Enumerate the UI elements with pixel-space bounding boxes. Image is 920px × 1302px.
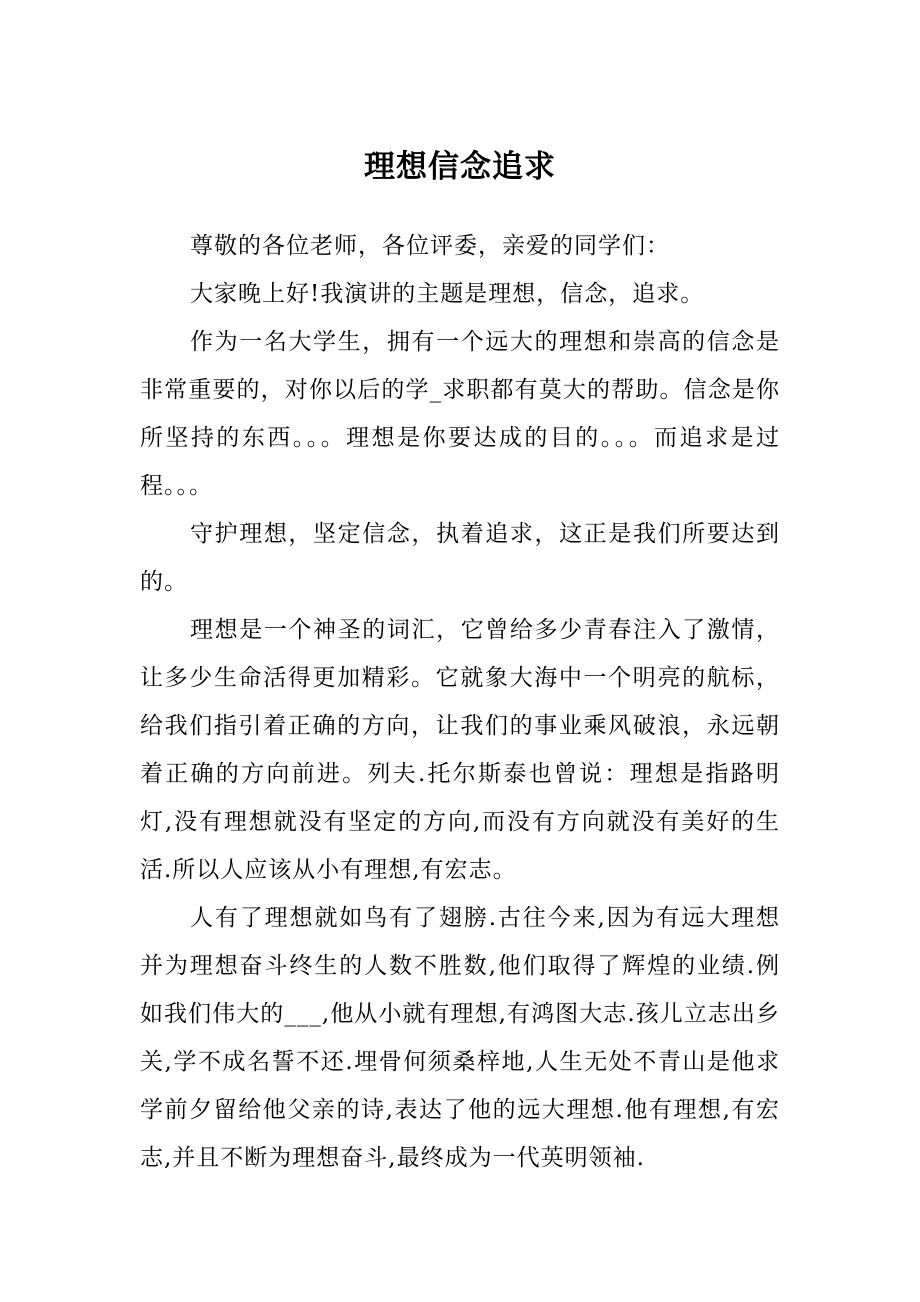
paragraph-thesis: 守护理想，坚定信念，执着追求，这正是我们所要达到的。 <box>140 521 780 595</box>
paragraph-example: 人有了理想就如鸟有了翅膀.古往今来,因为有远大理想并为理想奋斗终生的人数不胜数,他们取得了辉煌的业绩.例如我们伟大的___,他从小就有理想,有鸿图大志.孩儿立志出乡关,学不成名誓不还.埋骨何须桑梓地,人生无处不青山是他求学前夕留给他父亲的诗,表达了他的远大理想.他有理想,有宏志,并且不断为理想奋斗,最终成为一代英明领袖. <box>140 905 780 1171</box>
paragraph-ideal: 理想是一个神圣的词汇，它曾给多少青春注入了激情，让多少生命活得更加精彩。它就象大海中一个明亮的航标，给我们指引着正确的方向，让我们的事业乘风破浪，永远朝着正确的方向前进。列夫.托尔斯泰也曾说：理想是指路明灯,没有理想就没有坚定的方向,而没有方向就没有美好的生活.所以人应该从小有理想,有宏志。 <box>140 617 780 883</box>
page-title: 理想信念追求 <box>364 149 556 185</box>
paragraph-greeting: 大家晚上好!我演讲的主题是理想，信念，追求。 <box>190 281 705 307</box>
document-body <box>140 222 780 1182</box>
paragraph-intro: 作为一名大学生，拥有一个远大的理想和崇高的信念是非常重要的，对你以后的学_求职都有莫大的帮助。信念是你所坚持的东西。。。理想是你要达成的目的。。。而追求是过程。。。 <box>140 329 780 499</box>
paragraph-salutation: 尊敬的各位老师，各位评委，亲爱的同学们： <box>190 233 670 259</box>
